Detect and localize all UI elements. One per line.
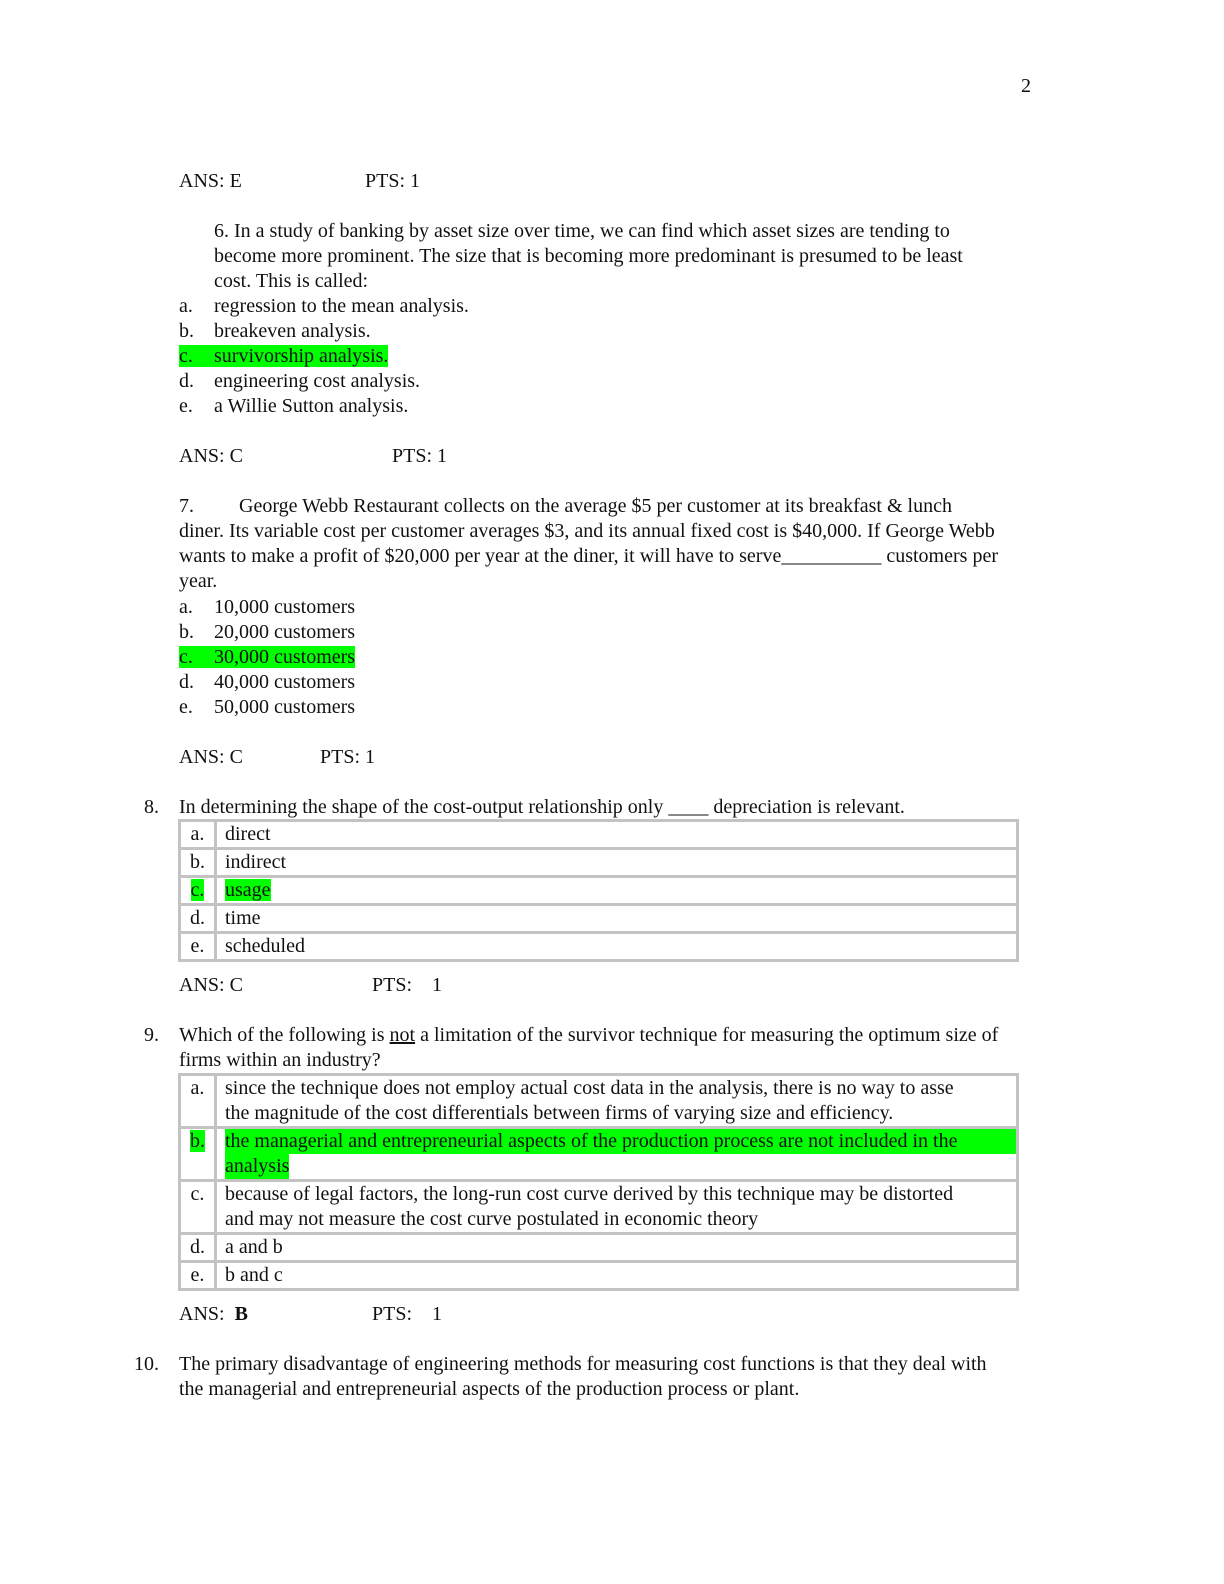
q7-stem (179, 494, 1084, 594)
q7-stem-line: year. (179, 570, 218, 592)
option-text: the managerial and entrepreneurial aspects of the production process are not included in the (225, 1129, 1016, 1154)
q6-option-c-highlighted (179, 344, 388, 369)
q9-option-e (180, 1262, 1018, 1290)
q7-option-b (179, 620, 355, 645)
option-letter: b. (179, 621, 194, 643)
option-letter: b. (179, 320, 194, 342)
q8-option-c-highlighted (180, 877, 1018, 905)
option-letter: a. (180, 821, 216, 849)
q7-stem-line: diner. Its variable cost per customer averages $3, and its annual fixed cost is $40,000. If George Webb (179, 520, 995, 542)
option-text: regression to the mean analysis. (214, 295, 469, 317)
q8-ans: ANS: C (179, 974, 243, 996)
option-text: 20,000 customers (214, 621, 356, 643)
option-letter: a. (180, 1075, 216, 1128)
option-letter: c. (190, 879, 205, 901)
q7-answer-line (179, 745, 376, 770)
option-letter: c. (179, 345, 193, 367)
q9-stem-emphasis: not (389, 1024, 416, 1046)
option-text: analysis (225, 1155, 290, 1177)
q7-stem-line: wants to make a profit of $20,000 per year at the diner, it will have to serve__________ customers per (179, 545, 998, 567)
q8-pts: PTS: 1 (372, 974, 443, 996)
q7-option-d (179, 670, 355, 695)
q8-number: 8. (144, 796, 159, 818)
q6-answer-line (179, 444, 448, 469)
option-letter: d. (180, 905, 216, 933)
option-letter: e. (179, 696, 193, 718)
option-letter: b. (180, 849, 216, 877)
q5-pts: PTS: 1 (365, 170, 421, 192)
option-letter: e. (180, 1262, 216, 1290)
q7-stem-line: 7. George Webb Restaurant collects on the average $5 per customer at its breakfast & lunch (179, 495, 952, 517)
q9-stem-line-2: firms within an industry? (179, 1049, 381, 1071)
option-letter: a. (179, 295, 193, 317)
q9-stem-text: a limitation of the survivor technique for measuring the optimum size of (415, 1024, 999, 1046)
page-number: 2 (1021, 75, 1031, 97)
option-letter: d. (179, 671, 194, 693)
option-text: usage (225, 879, 271, 901)
q9-options-table (178, 1073, 1019, 1291)
option-letter: a. (179, 596, 193, 618)
option-text: the magnitude of the cost differentials between firms of varying size and efficiency. (225, 1102, 894, 1124)
q9-option-d (180, 1234, 1018, 1262)
q6-stem-line: 6. In a study of banking by asset size over time, we can find which asset sizes are tending to (214, 220, 950, 242)
q9-option-b-highlighted (180, 1128, 1018, 1181)
option-text: indirect (216, 849, 1018, 877)
option-text: time (216, 905, 1018, 933)
option-text: a and b (216, 1234, 1018, 1262)
option-letter: c. (179, 646, 193, 668)
option-text: engineering cost analysis. (214, 370, 421, 392)
q7-option-a (179, 595, 355, 620)
q8-options-table (178, 819, 1019, 962)
option-text: survivorship analysis. (214, 345, 389, 367)
q9-pts: PTS: 1 (372, 1303, 443, 1325)
option-text: direct (216, 821, 1018, 849)
q7-option-c-highlighted (179, 645, 355, 670)
q9-stem (179, 1023, 998, 1048)
q6-pts: PTS: 1 (392, 445, 448, 467)
option-letter: b. (190, 1130, 205, 1152)
q8-stem: In determining the shape of the cost-output relationship only ____ depreciation is relevant. (179, 796, 905, 818)
option-text: and may not measure the cost curve postulated in economic theory (225, 1208, 759, 1230)
q9-option-c (180, 1181, 1018, 1234)
q10-stem-line: the managerial and entrepreneurial aspects of the production process or plant. (179, 1378, 800, 1400)
option-text: 30,000 customers (214, 646, 356, 668)
q5-ans: ANS: E (179, 170, 242, 192)
option-text: breakeven analysis. (214, 320, 371, 342)
q6-option-d (179, 369, 420, 394)
option-letter: e. (179, 395, 193, 417)
q8-option-e (180, 933, 1018, 961)
q8-option-d (180, 905, 1018, 933)
q9-answer-line (179, 1302, 443, 1327)
q8-option-a (180, 821, 1018, 849)
option-letter: e. (180, 933, 216, 961)
q7-ans: ANS: C (179, 746, 243, 768)
q6-ans: ANS: C (179, 445, 243, 467)
option-text: because of legal factors, the long-run cost curve derived by this technique may be distorted (225, 1183, 954, 1205)
option-text: 50,000 customers (214, 696, 356, 718)
option-text: a Willie Sutton analysis. (214, 395, 409, 417)
q6-option-a (179, 294, 469, 319)
q6-stem-line: become more prominent. The size that is becoming more predominant is presumed to be least (214, 245, 963, 267)
option-text: b and c (216, 1262, 1018, 1290)
option-letter: c. (180, 1181, 216, 1234)
option-letter: d. (180, 1234, 216, 1262)
q7-option-e (179, 695, 355, 720)
q9-number: 9. (144, 1024, 159, 1046)
q6-option-b (179, 319, 371, 344)
q10-number: 10. (134, 1353, 159, 1375)
q10-stem-line: The primary disadvantage of engineering methods for measuring cost functions is that they deal with (179, 1353, 987, 1375)
q6-stem (214, 219, 1054, 294)
q5-answer-line (179, 169, 421, 194)
option-text: 10,000 customers (214, 596, 356, 618)
q8-answer-line (179, 973, 443, 998)
q9-ans-value: B (234, 1303, 248, 1325)
q9-ans-label: ANS: (179, 1303, 235, 1325)
q9-option-a (180, 1075, 1018, 1128)
q9-stem-text: Which of the following is (179, 1024, 390, 1046)
option-text: scheduled (216, 933, 1018, 961)
q7-pts: PTS: 1 (320, 746, 376, 768)
option-text: since the technique does not employ actual cost data in the analysis, there is no way to asse (225, 1077, 954, 1099)
q6-stem-line: cost. This is called: (214, 270, 369, 292)
option-text: 40,000 customers (214, 671, 356, 693)
q8-option-b (180, 849, 1018, 877)
q6-option-e (179, 394, 408, 419)
option-letter: d. (179, 370, 194, 392)
